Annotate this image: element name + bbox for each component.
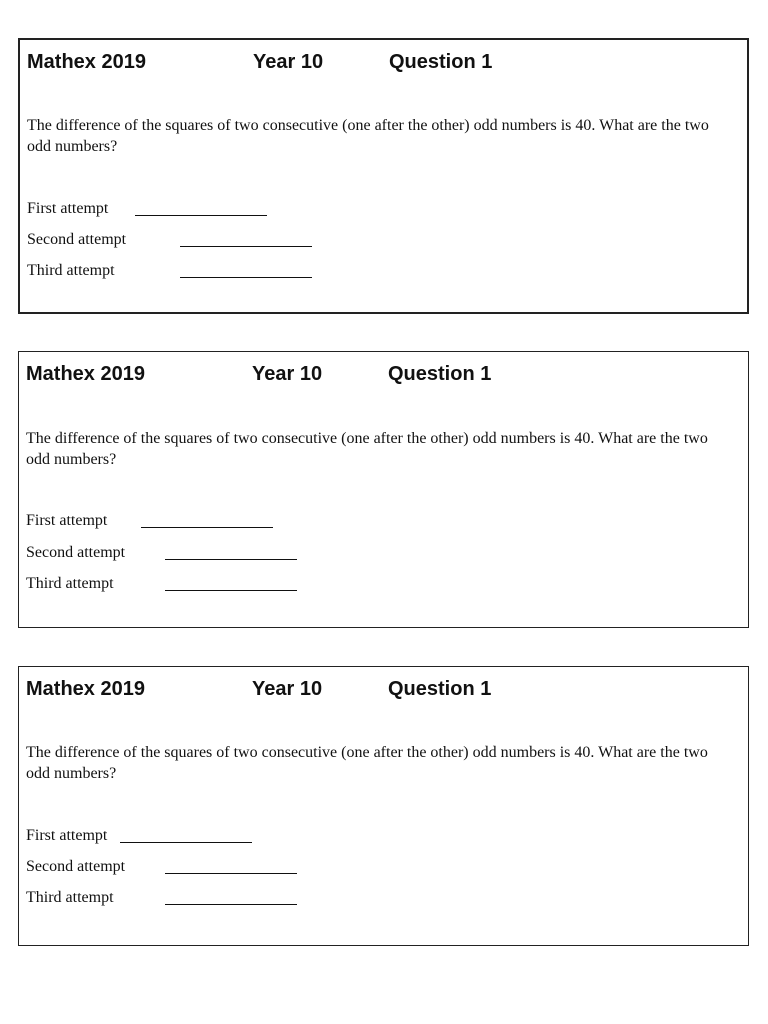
question-number: Question 1 bbox=[388, 363, 492, 385]
third-attempt-label: Third attempt bbox=[26, 575, 114, 592]
first-attempt-label: First attempt bbox=[26, 512, 108, 529]
first-attempt-label: First attempt bbox=[27, 200, 109, 217]
question-text: The difference of the squares of two consecutive (one after the other) odd numbers is 40. What are the two odd numbers? bbox=[27, 117, 709, 155]
second-attempt-label: Second attempt bbox=[26, 544, 126, 561]
competition-title: Mathex 2019 bbox=[27, 51, 146, 73]
third-attempt-answer-line[interactable] bbox=[180, 277, 312, 278]
card-header bbox=[26, 362, 741, 386]
year-level: Year 10 bbox=[252, 678, 323, 700]
second-attempt-answer-line[interactable] bbox=[165, 873, 297, 874]
question-card-2 bbox=[18, 351, 749, 628]
second-attempt-label: Second attempt bbox=[26, 858, 126, 875]
second-attempt-answer-line[interactable] bbox=[165, 559, 297, 560]
first-attempt-answer-line[interactable] bbox=[141, 527, 273, 528]
question-text: The difference of the squares of two consecutive (one after the other) odd numbers is 40. What are the two odd numbers? bbox=[26, 430, 708, 468]
question-card-1 bbox=[18, 38, 749, 314]
year-level: Year 10 bbox=[252, 363, 323, 385]
second-attempt-label: Second attempt bbox=[27, 231, 127, 248]
third-attempt-label: Third attempt bbox=[26, 889, 114, 906]
competition-title: Mathex 2019 bbox=[26, 678, 145, 700]
question-number: Question 1 bbox=[389, 51, 493, 73]
card-header bbox=[26, 677, 741, 701]
third-attempt-label: Third attempt bbox=[27, 262, 115, 279]
second-attempt-answer-line[interactable] bbox=[180, 246, 312, 247]
question-number: Question 1 bbox=[388, 678, 492, 700]
first-attempt-label: First attempt bbox=[26, 827, 108, 844]
first-attempt-answer-line[interactable] bbox=[135, 215, 267, 216]
question-card-3 bbox=[18, 666, 749, 946]
question-text: The difference of the squares of two consecutive (one after the other) odd numbers is 40. What are the two odd numbers? bbox=[26, 744, 708, 782]
third-attempt-answer-line[interactable] bbox=[165, 904, 297, 905]
competition-title: Mathex 2019 bbox=[26, 363, 145, 385]
year-level: Year 10 bbox=[253, 51, 324, 73]
first-attempt-answer-line[interactable] bbox=[120, 842, 252, 843]
card-header bbox=[27, 50, 740, 74]
third-attempt-answer-line[interactable] bbox=[165, 590, 297, 591]
